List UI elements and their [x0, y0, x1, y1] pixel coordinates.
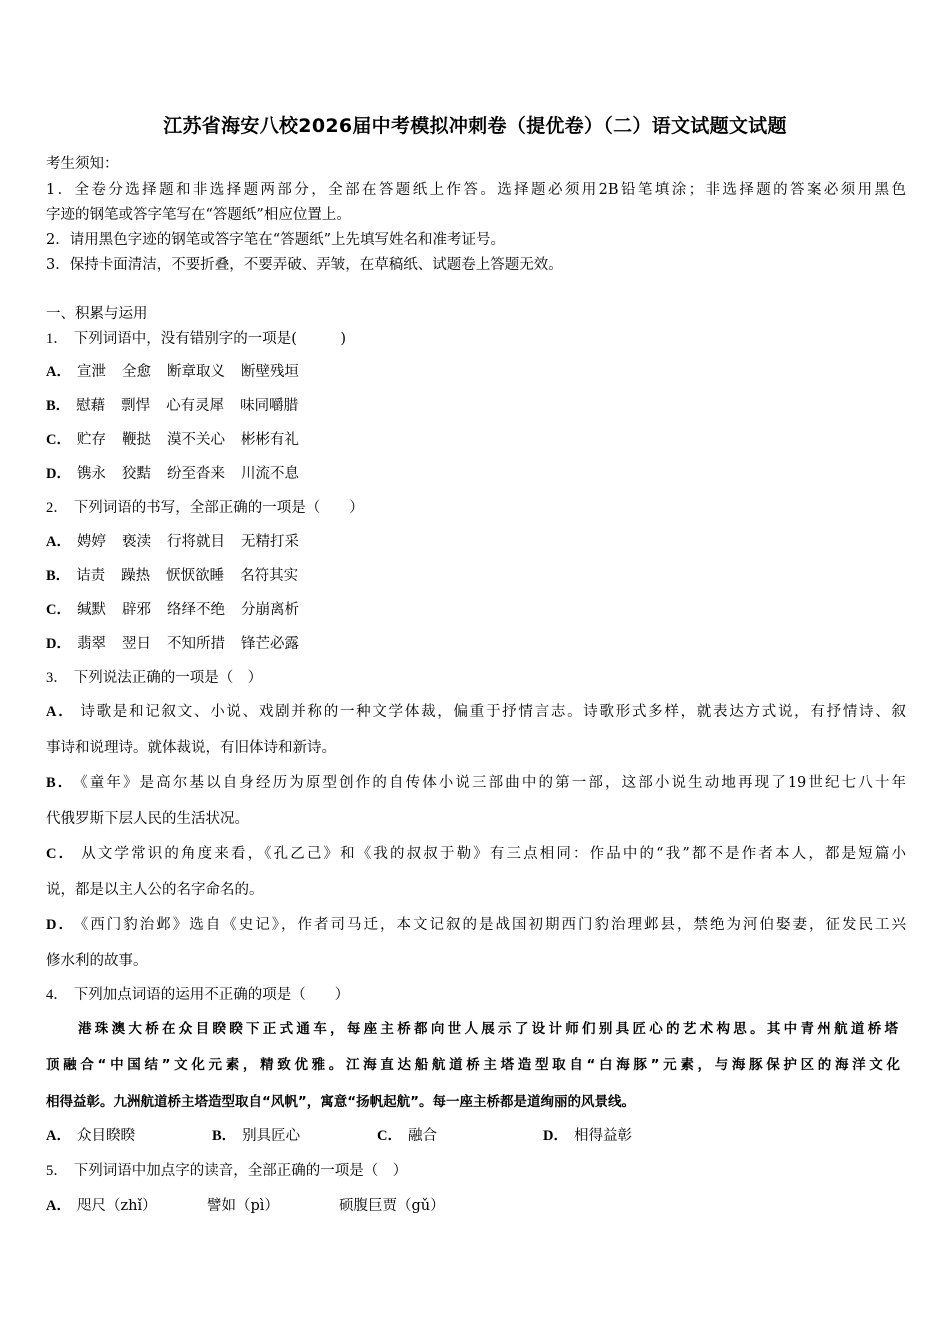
question-4-option-b: [212, 1124, 300, 1145]
question-number: 2．: [46, 500, 68, 516]
option-word: 无精打采: [240, 534, 299, 550]
option-text: 《西门豹治邺》选自《史记》，作者司马迁，本文记叙的是战国初期西门豹治理邺县，禁绝为河伯娶妻，征发民工兴: [80, 917, 906, 933]
option-label: D．: [46, 466, 71, 482]
question-text: 下列词语的书写，全部正确的一项是（ ）: [73, 500, 364, 516]
question-3-option-d: [46, 913, 906, 934]
question-5-option-a: [46, 1194, 445, 1215]
question-4-option-d: [543, 1124, 632, 1145]
question-4-option-a: [46, 1124, 135, 1145]
option-word: 漠不关心: [166, 432, 225, 448]
question-2-option-d: [46, 632, 315, 653]
question-2-stem: [46, 496, 364, 517]
option-text: 别具匠心: [242, 1128, 301, 1144]
option-label: A．: [46, 364, 71, 380]
question-1-option-a: [46, 360, 315, 381]
option-word: 亵渎: [121, 534, 151, 550]
option-label: D．: [46, 917, 75, 933]
option-word: 躁热: [121, 568, 151, 584]
question-3-option-a: [46, 700, 906, 721]
option-text: 《童年》是高尔基以自身经历为原型创作的自传体小说三部曲中的第一部，这部小说生动地再现了19世纪七八十年: [80, 775, 907, 791]
option-label: B．: [46, 568, 71, 584]
question-number: 3．: [46, 670, 68, 686]
option-label: A．: [46, 704, 75, 720]
option-word: 行将就目: [166, 534, 225, 550]
option-word: 断壁残垣: [240, 364, 299, 380]
option-word: 翡翠: [76, 636, 106, 652]
option-text: 众目睽睽: [76, 1128, 135, 1144]
option-label: A．: [46, 534, 71, 550]
section-heading: 一、积累与运用: [46, 306, 148, 322]
option-word: 恹恹欲睡: [166, 568, 225, 584]
passage-line: 相得益彰。九洲航道桥主塔造型取自“风帆”，寓意“扬帆起航”。每一座主桥都是道绚丽的风景线。: [46, 1094, 635, 1110]
option-word: 剽悍: [121, 398, 151, 414]
page-title: 江苏省海安八校2026届中考模拟冲刺卷（提优卷）（二）语文试题文试题: [163, 115, 787, 137]
question-2-option-c: [46, 598, 315, 619]
question-3-option-c: [46, 842, 906, 863]
option-label: D．: [543, 1128, 568, 1144]
question-2-option-b: [46, 564, 314, 585]
option-label: C．: [46, 602, 71, 618]
question-text: 下列词语中加点字的读音，全部正确的一项是（ ）: [73, 1163, 408, 1179]
question-4-option-c: [377, 1124, 437, 1145]
question-text: 下列词语中，没有错别字的一项是( ): [73, 331, 347, 347]
notice-heading: 考生须知：: [46, 156, 119, 172]
option-word: 镌永: [76, 466, 106, 482]
question-1-stem: [46, 327, 346, 348]
option-word: 娉婷: [76, 534, 106, 550]
option-word: 川流不息: [240, 466, 299, 482]
question-3-stem: [46, 666, 262, 687]
option-word: 名符其实: [240, 568, 299, 584]
option-word: 诘责: [76, 568, 106, 584]
notice-line: 字迹的钢笔或答字笔写在“答题纸”相应位置上。: [46, 207, 351, 223]
option-word: 贮存: [76, 432, 106, 448]
question-2-option-a: [46, 530, 315, 551]
question-5-stem: [46, 1159, 407, 1180]
option-word: 辟邪: [121, 602, 151, 618]
option-word: 翌日: [121, 636, 151, 652]
option-word: 不知所措: [166, 636, 225, 652]
question-number: 5．: [46, 1163, 68, 1179]
option-label: A．: [46, 1198, 71, 1214]
option-label: D．: [46, 636, 71, 652]
option-word: 慰藉: [76, 398, 106, 414]
option-label: C．: [46, 432, 71, 448]
option-word: 鞭挞: [121, 432, 151, 448]
question-1-option-c: [46, 428, 315, 449]
option-text: 相得益彰: [573, 1128, 632, 1144]
question-4-stem: [46, 983, 349, 1004]
option-word: 络绎不绝: [166, 602, 225, 618]
option-label: B．: [212, 1128, 237, 1144]
option-word: 心有灵犀: [166, 398, 225, 414]
option-word: 味同嚼腊: [240, 398, 299, 414]
option-text-continued: 说，都是以主人公的名字命名的。: [46, 882, 264, 898]
passage-line: 港珠澳大桥在众目睽睽下正式通车，每座主桥都向世人展示了设计师们别具匠心的艺术构思。其中青州航道桥塔: [78, 1021, 898, 1037]
option-word: 分崩离析: [240, 602, 299, 618]
option-text-continued: 代俄罗斯下层人民的生活状况。: [46, 811, 249, 827]
passage-line: 顶融合“中国结”文化元素，精致优雅。江海直达船航道桥主塔造型取自“白海豚”元素，与海豚保护区的海洋文化: [46, 1057, 900, 1073]
question-number: 4．: [46, 987, 68, 1003]
option-text-continued: 事诗和说理诗。就体裁说，有旧体诗和新诗。: [46, 740, 336, 756]
option-word: 断章取义: [166, 364, 225, 380]
question-3-option-b: [46, 771, 906, 792]
option-text: 诗歌是和记叙文、小说、戏剧并称的一种文学体裁，偏重于抒情言志。诗歌形式多样，就表达方式说，有抒情诗、叙: [80, 704, 906, 720]
option-label: C．: [46, 846, 76, 862]
option-word: 锋芒必露: [240, 636, 299, 652]
option-label: B．: [46, 775, 75, 791]
option-word: 纷至沓来: [166, 466, 225, 482]
option-word: 狡黠: [121, 466, 151, 482]
option-word: 彬彬有礼: [240, 432, 299, 448]
question-text: 下列加点词语的运用不正确的项是（ ）: [73, 987, 350, 1003]
notice-line: 3．保持卡面清洁，不要折叠，不要弄破、弄皱，在草稿纸、试题卷上答题无效。: [46, 257, 563, 273]
notice-line: 1．全卷分选择题和非选择题两部分，全部在答题纸上作答。选择题必须用2B铅笔填涂；非选择题的答案必须用黑色: [46, 182, 906, 198]
option-text-continued: 修水利的故事。: [46, 953, 148, 969]
option-word: 全愈: [121, 364, 151, 380]
option-word: 缄默: [76, 602, 106, 618]
option-item: 硕腹巨贾（gǔ）: [338, 1198, 445, 1214]
option-label: B．: [46, 398, 71, 414]
notice-line: 2．请用黑色字迹的钢笔或答字笔在“答题纸”上先填写姓名和准考证号。: [46, 232, 506, 248]
option-text: 融合: [407, 1128, 437, 1144]
option-item: 咫尺（zhǐ）: [76, 1198, 157, 1214]
question-1-option-d: [46, 462, 315, 483]
question-text: 下列说法正确的一项是（ ）: [73, 670, 263, 686]
question-number: 1．: [46, 331, 68, 347]
option-label: A．: [46, 1128, 71, 1144]
option-text: 从文学常识的角度来看，《孔乙己》和《我的叔叔于勒》有三点相同：作品中的“我”都不是作者本人，都是短篇小: [81, 846, 906, 862]
option-label: C．: [377, 1128, 402, 1144]
option-item: 譬如（pì）: [206, 1198, 279, 1214]
option-word: 宣泄: [76, 364, 106, 380]
question-1-option-b: [46, 394, 314, 415]
